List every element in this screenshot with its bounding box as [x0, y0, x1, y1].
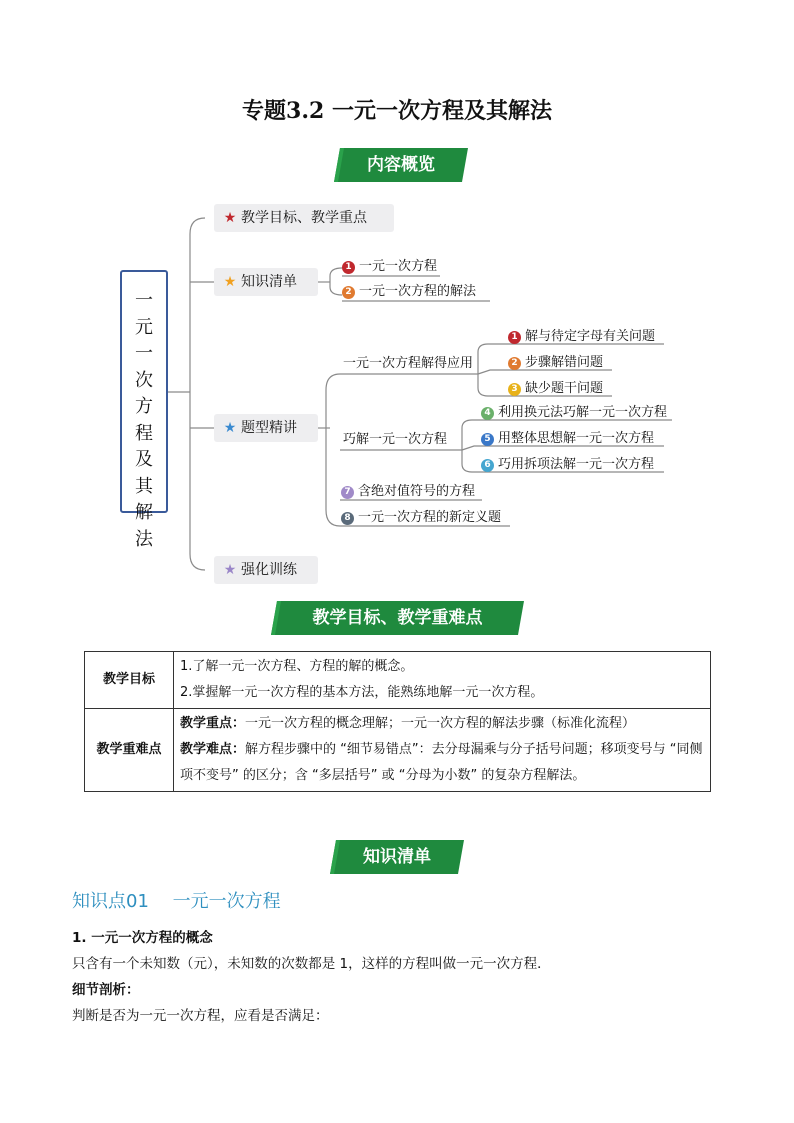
detail-heading: 细节剖析：	[72, 982, 140, 998]
page-title: 专题3.2 一元一次方程及其解法	[242, 98, 552, 124]
concept-heading: 1. 一元一次方程的概念	[72, 930, 213, 946]
number-badge: 2	[342, 286, 355, 299]
number-badge: 3	[508, 383, 521, 396]
mindmap-root	[120, 270, 168, 550]
topic-item	[508, 353, 603, 373]
table-row	[85, 652, 711, 709]
knowledge-banner-label: 知识清单	[363, 847, 431, 867]
number-badge: 8	[341, 512, 354, 525]
number-badge: 1	[508, 331, 521, 344]
key-point	[180, 711, 704, 737]
topic-item	[481, 429, 654, 449]
topic-item	[341, 482, 475, 502]
number-badge: 7	[341, 486, 354, 499]
topic-item	[481, 455, 654, 475]
topic-item-label: 用整体思想解一元一次方程	[498, 431, 655, 446]
knowledge-item	[342, 282, 476, 302]
branch-label: 教学目标、教学重点	[241, 210, 367, 226]
branch-label: 强化训练	[241, 562, 297, 578]
topic-item	[508, 327, 655, 347]
branch-topic-explain	[214, 414, 318, 442]
topic-item	[341, 508, 501, 528]
knowledge-item-label: 一元一次方程	[359, 259, 438, 274]
goals-table	[84, 651, 711, 792]
difficult-point	[180, 737, 704, 789]
topic-item-label: 一元一次方程的新定义题	[358, 510, 502, 525]
star-icon: ★	[223, 274, 237, 290]
topic-item-label: 缺少题干问题	[525, 381, 604, 396]
knowledge-banner	[330, 840, 464, 874]
branch-knowledge-list	[214, 268, 318, 296]
table-cell	[174, 652, 711, 709]
number-badge: 5	[481, 433, 494, 446]
star-icon: ★	[223, 562, 237, 578]
table-head-cell: 教学重难点	[85, 709, 174, 792]
knowledge-item	[342, 257, 437, 277]
topic-group: 巧解一元一次方程	[343, 432, 448, 447]
topic-item	[508, 379, 603, 399]
topic-item-label: 利用换元法巧解一元一次方程	[498, 405, 668, 420]
branch-practice	[214, 556, 318, 584]
goal-line: 1.了解一元一次方程、方程的解的概念。	[180, 659, 414, 674]
star-icon: ★	[223, 420, 237, 436]
table-head-cell: 教学目标	[85, 652, 174, 709]
branch-teaching-goals	[214, 204, 394, 232]
branch-label: 题型精讲	[241, 420, 297, 436]
branch-label: 知识清单	[241, 274, 297, 290]
detail-text: 判断是否为一元一次方程，应看是否满足：	[72, 1008, 329, 1024]
goal-line: 2.掌握解一元一次方程的基本方法，能熟练地解一元一次方程。	[180, 685, 544, 700]
goals-banner-label: 教学目标、教学重难点	[312, 608, 483, 628]
goals-banner	[271, 601, 524, 635]
topic-group: 一元一次方程解得应用	[343, 356, 474, 371]
key-text: 一元一次方程的概念理解；一元一次方程的解法步骤（标准化流程）	[245, 716, 636, 731]
topic-item-label: 含绝对值符号的方程	[358, 484, 476, 499]
overview-banner-label: 内容概览	[367, 155, 435, 175]
section-heading: 知识点01 一元一次方程	[72, 891, 281, 912]
number-badge: 6	[481, 459, 494, 472]
table-cell	[174, 709, 711, 792]
number-badge: 2	[508, 357, 521, 370]
topic-item-label: 巧用拆项法解一元一次方程	[498, 457, 655, 472]
number-badge: 4	[481, 407, 494, 420]
difficult-text: 解方程步骤中的 “细节易错点”：去分母漏乘与分子括号问题；移项变号与 “同侧项不变号” 的区分；含 “多层括号” 或 “分母为小数” 的复杂方程解法。	[180, 742, 703, 783]
table-row	[85, 709, 711, 792]
topic-item-label: 解与待定字母有关问题	[525, 329, 656, 344]
knowledge-item-label: 一元一次方程的解法	[359, 284, 477, 299]
number-badge: 1	[342, 261, 355, 274]
difficult-label: 教学难点：	[180, 742, 246, 757]
topic-item-label: 步骤解错问题	[525, 355, 604, 370]
mindmap-root-label: 一元一次方程及其解法	[135, 290, 153, 550]
concept-text: 只含有一个未知数（元），未知数的次数都是 1，这样的方程叫做一元一次方程．	[72, 956, 551, 972]
topic-item	[481, 403, 667, 423]
star-icon: ★	[223, 210, 237, 226]
key-label: 教学重点：	[180, 716, 246, 731]
